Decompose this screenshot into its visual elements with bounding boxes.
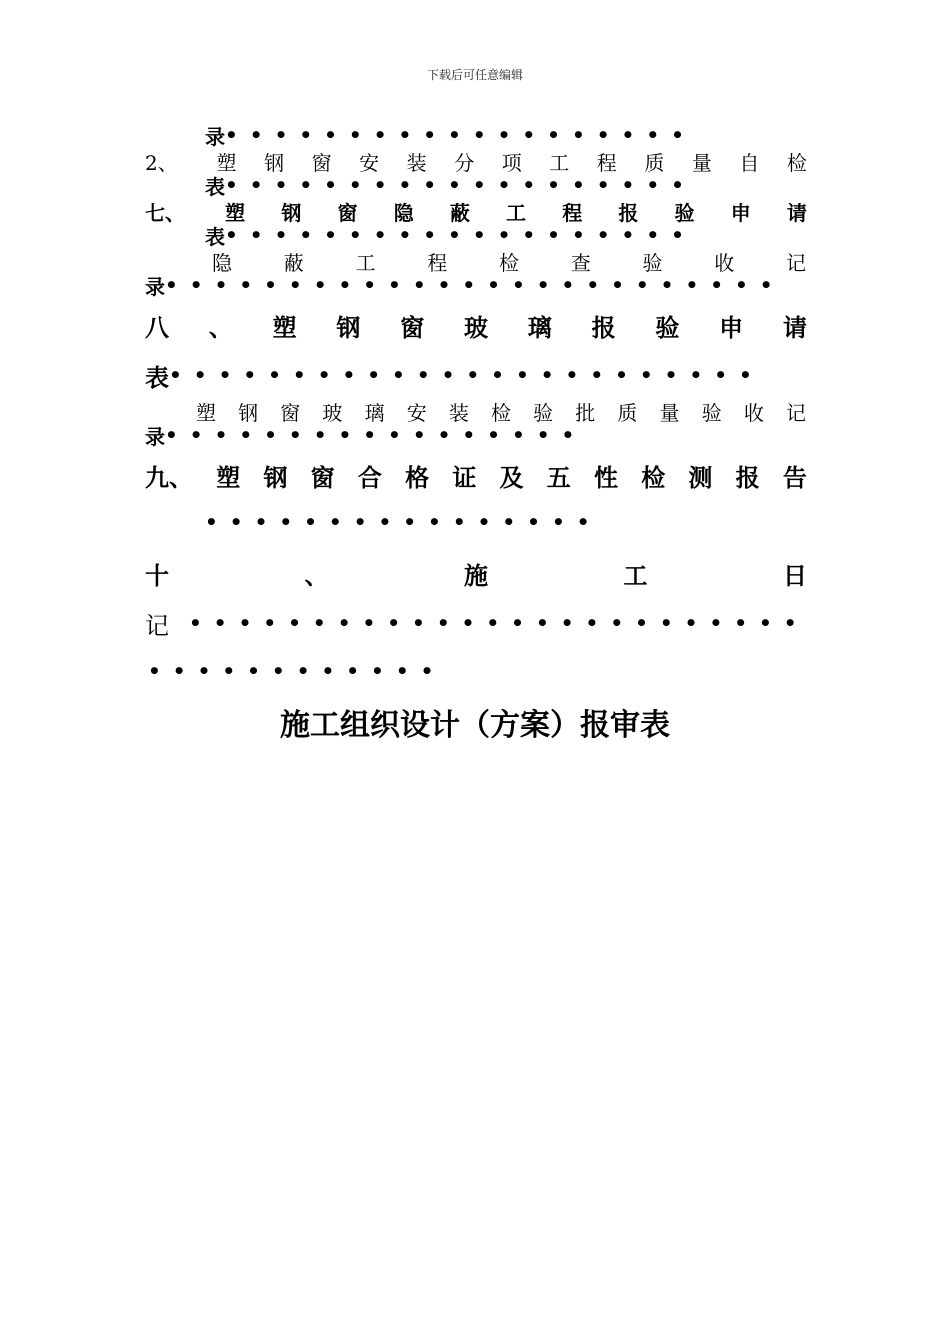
toc-line-7-lead: 录	[145, 274, 165, 299]
toc-char: 量	[691, 150, 712, 175]
toc-char: 质	[617, 400, 638, 425]
toc-char: 工	[506, 200, 527, 225]
toc-char: 收	[714, 250, 735, 275]
toc-char: 日	[783, 560, 807, 590]
toc-line-13	[205, 507, 602, 537]
toc-char: 钢	[281, 200, 302, 225]
toc-char: 质	[644, 150, 665, 175]
toc-char: 证	[452, 462, 477, 492]
toc-char: 项	[501, 150, 522, 175]
toc-char: 检	[786, 150, 807, 175]
toc-char: 钢	[336, 312, 361, 342]
toc-char: 塑	[216, 150, 237, 175]
toc-char: 合	[357, 462, 382, 492]
toc-char: 验	[642, 250, 663, 275]
toc-char: 验	[701, 400, 722, 425]
toc-char: 检	[499, 250, 519, 275]
toc-char: 装	[406, 150, 427, 175]
toc-char: 窗	[337, 200, 358, 225]
toc-char: 蔽	[283, 250, 304, 275]
toc-char: 记	[786, 250, 806, 275]
toc-char: 塑	[225, 200, 246, 225]
toc-char: 窗	[400, 312, 425, 342]
toc-line-5-lead: 表	[205, 224, 225, 249]
toc-line-5	[205, 222, 696, 248]
toc-char: 窗	[310, 462, 335, 492]
toc-char: 、	[208, 312, 233, 342]
toc-char: 蔽	[449, 200, 470, 225]
toc-char: 璃	[527, 312, 552, 342]
toc-line-13-dots: ••••••••••••••••	[205, 510, 602, 534]
toc-line-14	[145, 556, 807, 590]
toc-char: 检	[641, 462, 666, 492]
toc-line-9-lead: 表	[145, 362, 169, 392]
toc-char: 申	[719, 312, 744, 342]
toc-char: 告	[782, 462, 807, 492]
toc-char: 分	[454, 150, 475, 175]
toc-line-16	[148, 656, 445, 686]
toc-char: 程	[427, 250, 448, 275]
toc-char: 及	[499, 462, 524, 492]
toc-char: 施	[464, 560, 488, 590]
toc-char: 验	[655, 312, 680, 342]
toc-char: 十	[145, 560, 169, 590]
toc-char: 安	[359, 150, 380, 175]
toc-char: 申	[730, 200, 751, 225]
toc-char: 验	[674, 200, 695, 225]
toc-line-1	[205, 122, 696, 148]
toc-char: 、	[304, 560, 329, 590]
toc-char: 收	[743, 400, 764, 425]
toc-char: 隐	[393, 200, 414, 225]
toc-line-2	[145, 148, 807, 174]
toc-line-7	[145, 272, 785, 298]
toc-line-3	[205, 172, 696, 198]
toc-line-4-num: 七、	[145, 200, 185, 225]
toc-char: 玻	[322, 400, 343, 425]
toc-line-9	[145, 358, 764, 392]
toc-char: 安	[406, 400, 427, 425]
toc-char: 钢	[263, 462, 288, 492]
toc-char: 璃	[364, 400, 385, 425]
toc-char: 工	[355, 250, 376, 275]
toc-line-15-dots: •••••••••••••••••••••••••	[189, 611, 809, 635]
toc-char: 报	[618, 200, 639, 225]
toc-line-1-lead: 录	[205, 124, 225, 149]
document-title: 施工组织设计（方案）报审表	[280, 708, 670, 743]
toc-line-6	[212, 248, 806, 274]
toc-char: 请	[782, 312, 807, 342]
toc-char: 塑	[216, 462, 241, 492]
toc-line-3-lead: 表	[205, 174, 225, 199]
toc-line-8	[145, 308, 807, 342]
toc-char: 自	[739, 150, 760, 175]
toc-char: 钢	[264, 150, 285, 175]
toc-char: 窗	[311, 150, 332, 175]
toc-char: 八	[145, 312, 169, 342]
toc-char: 查	[570, 250, 591, 275]
toc-line-15-lead: 记	[145, 611, 169, 640]
toc-line-12	[145, 458, 807, 492]
toc-char: 塑	[196, 400, 216, 425]
toc-char: 九、	[145, 462, 193, 492]
toc-char: 窗	[280, 400, 301, 425]
toc-line-7-dots: •••••••••••••••••••••••••	[165, 273, 785, 297]
toc-line-9-dots: ••••••••••••••••••••••••	[169, 363, 764, 387]
toc-char: 程	[562, 200, 583, 225]
toc-char: 五	[546, 462, 571, 492]
toc-char: 工	[623, 560, 648, 590]
toc-char: 玻	[463, 312, 488, 342]
toc-char: 批	[575, 400, 596, 425]
toc-line-15	[145, 606, 809, 640]
toc-char: 钢	[238, 400, 259, 425]
toc-line-11	[145, 422, 586, 448]
toc-char: 记	[785, 400, 806, 425]
header-note: 下载后可任意编辑	[426, 68, 523, 82]
toc-char: 格	[405, 462, 430, 492]
toc-line-11-lead: 录	[145, 424, 165, 449]
toc-char: 量	[659, 400, 680, 425]
toc-char: 性	[593, 462, 618, 492]
toc-line-16-dots: ••••••••••••	[148, 659, 446, 683]
toc-char: 工	[549, 150, 570, 175]
toc-line-4	[145, 198, 807, 224]
toc-char: 装	[448, 400, 469, 425]
toc-char: 隐	[212, 250, 232, 275]
toc-char: 报	[591, 312, 616, 342]
toc-char: 验	[533, 400, 554, 425]
toc-char: 报	[735, 462, 760, 492]
toc-char: 塑	[272, 312, 297, 342]
toc-char: 程	[596, 150, 617, 175]
toc-line-10	[196, 398, 806, 424]
toc-line-11-dots: •••••••••••••••••	[165, 423, 587, 447]
toc-char: 测	[688, 462, 713, 492]
toc-line-1-dots: •••••••••••••••••••	[225, 123, 696, 147]
toc-line-2-num: 2、	[145, 150, 178, 175]
toc-char: 请	[786, 200, 807, 225]
toc-line-3-dots: •••••••••••••••••••	[225, 173, 696, 197]
toc-char: 检	[490, 400, 511, 425]
toc-line-5-dots: •••••••••••••••••••	[225, 223, 696, 247]
